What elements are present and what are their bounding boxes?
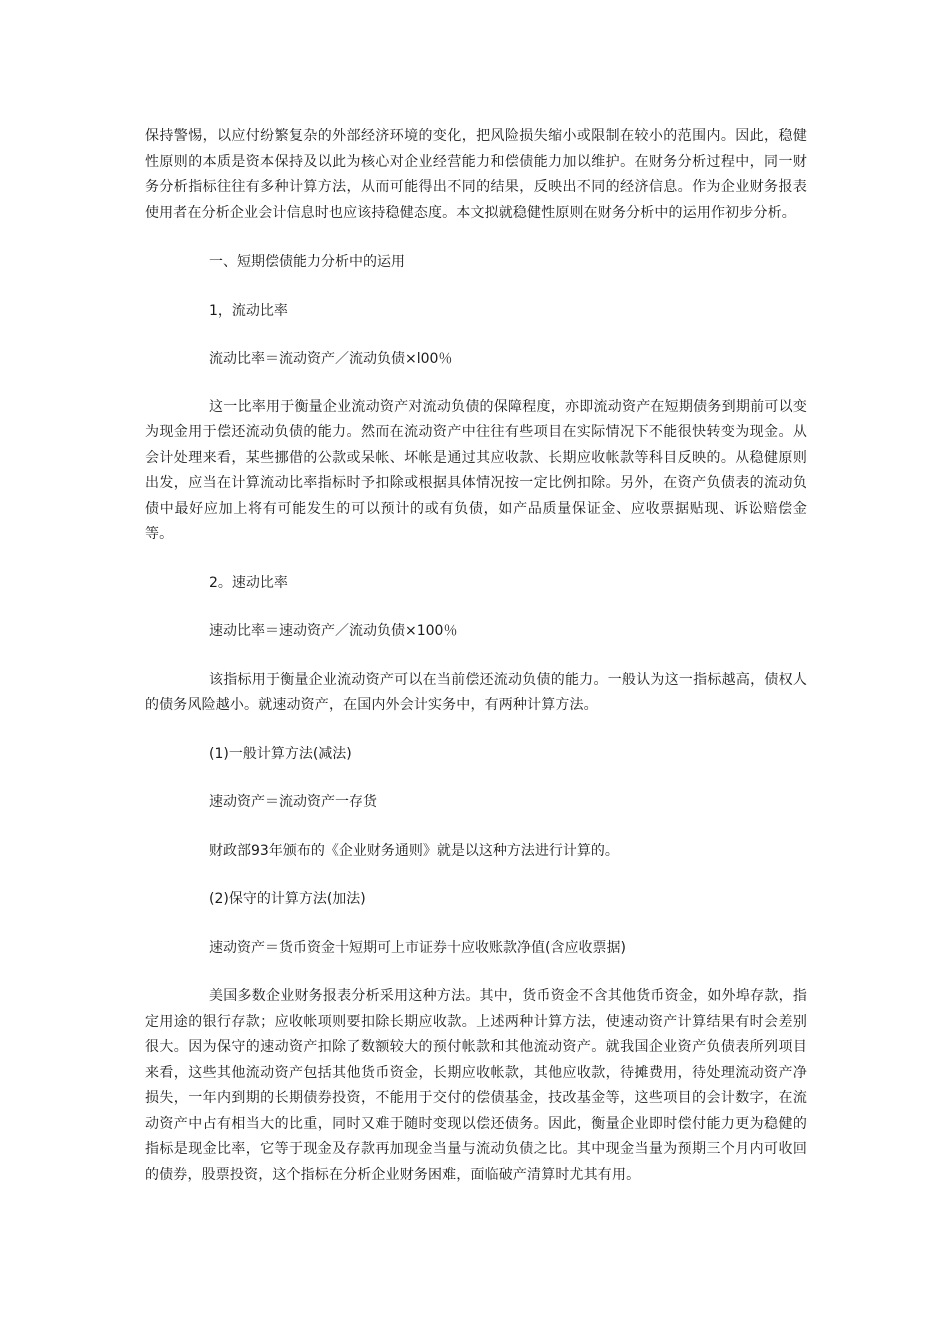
method-addition-heading: (2)保守的计算方法(加法) — [209, 891, 366, 907]
method-subtraction-heading: (1)一般计算方法(减法) — [209, 745, 352, 762]
ministry-finance-note: 财政部93年颁布的《企业财务通则》就是以这种方法进行计算的。 — [209, 842, 619, 859]
quick-ratio-paragraph: 该指标用于衡量企业流动资产可以在当前偿还流动负债的能力。一般认为这一指标越高，债权人的债务风险越小。就速动资产，在国内外会计实务中，有两种计算方法。 — [145, 671, 807, 713]
subheading-current-ratio: 1，流动比率 — [209, 302, 288, 319]
formula-current-ratio: 流动比率＝流动资产／流动负债×l00％ — [209, 351, 453, 367]
subheading-quick-ratio: 2。速动比率 — [209, 574, 288, 591]
formula-quick-ratio: 速动比率＝速动资产／流动负债×100％ — [209, 623, 458, 639]
conservative-method-paragraph: 美国多数企业财务报表分析采用这种方法。其中，货币资金不含其他货币资金，如外埠存款，指定用途的银行存款；应收帐项则要扣除长期应收款。上述两种计算方法，使速动资产计算结果有时会差别很大。因为保守的速动资产扣除了数额较大的预付帐款和其他流动资产。就我国企业资产负债表所列项目来看，这些其他流动资产包括其他货币资金，长期应收帐款，其他应收款，待摊费用，待处理流动资产净损失，一年内到期的长期债券投资，不能用于交付的偿债基金，技改基金等，这些项目的会计数字，在流动资产中占有相当大的比重，同时又难于随时变现以偿还债务。因此，衡量企业即时偿付能力更为稳健的指标是现金比率，它等于现金及存款再加现金当量与流动负债之比。其中现金当量为预期三个月内可收回的债券，股票投资，这个指标在分析企业财务困难，面临破产清算时尤其有用。 — [145, 988, 807, 1183]
current-ratio-paragraph: 这一比率用于衡量企业流动资产对流动负债的保障程度，亦即流动资产在短期债务到期前可以变为现金用于偿还流动负债的能力。然而在流动资产中往往有些项目在实际情况下不能很快转变为现金。从会计处理来看，某些挪借的公款或呆帐、坏帐是通过其应收款、长期应收帐款等科目反映的。从稳健原则出发，应当在计算流动比率指标时予扣除或根据具体情况按一定比例扣除。另外，在资产负债表的流动负债中最好应加上将有可能发生的可以预计的或有负债，如产品质量保证金、应收票据贴现、诉讼赔偿金等。 — [145, 398, 807, 542]
formula-quick-assets-subtraction: 速动资产＝流动资产一存货 — [209, 794, 377, 810]
section-heading-short-term-solvency: 一、短期偿债能力分析中的运用 — [209, 254, 405, 270]
intro-paragraph: 保持警惕，以应付纷繁复杂的外部经济环境的变化，把风险损失缩小或限制在较小的范围内。因此，稳健性原则的本质是资本保持及以此为核心对企业经营能力和偿债能力加以维护。在财务分析过程中，同一财务分析指标往往有多种计算方法，从而可能得出不同的结果，反映出不同的经济信息。作为企业财务报表使用者在分析企业会计信息时也应该持稳健态度。本文拟就稳健性原则在财务分析中的运用作初步分析。 — [145, 128, 807, 221]
document-page — [145, 124, 807, 1188]
formula-quick-assets-addition: 速动资产＝货币资金十短期可上市证券十应收账款净值(含应收票据) — [209, 939, 626, 956]
